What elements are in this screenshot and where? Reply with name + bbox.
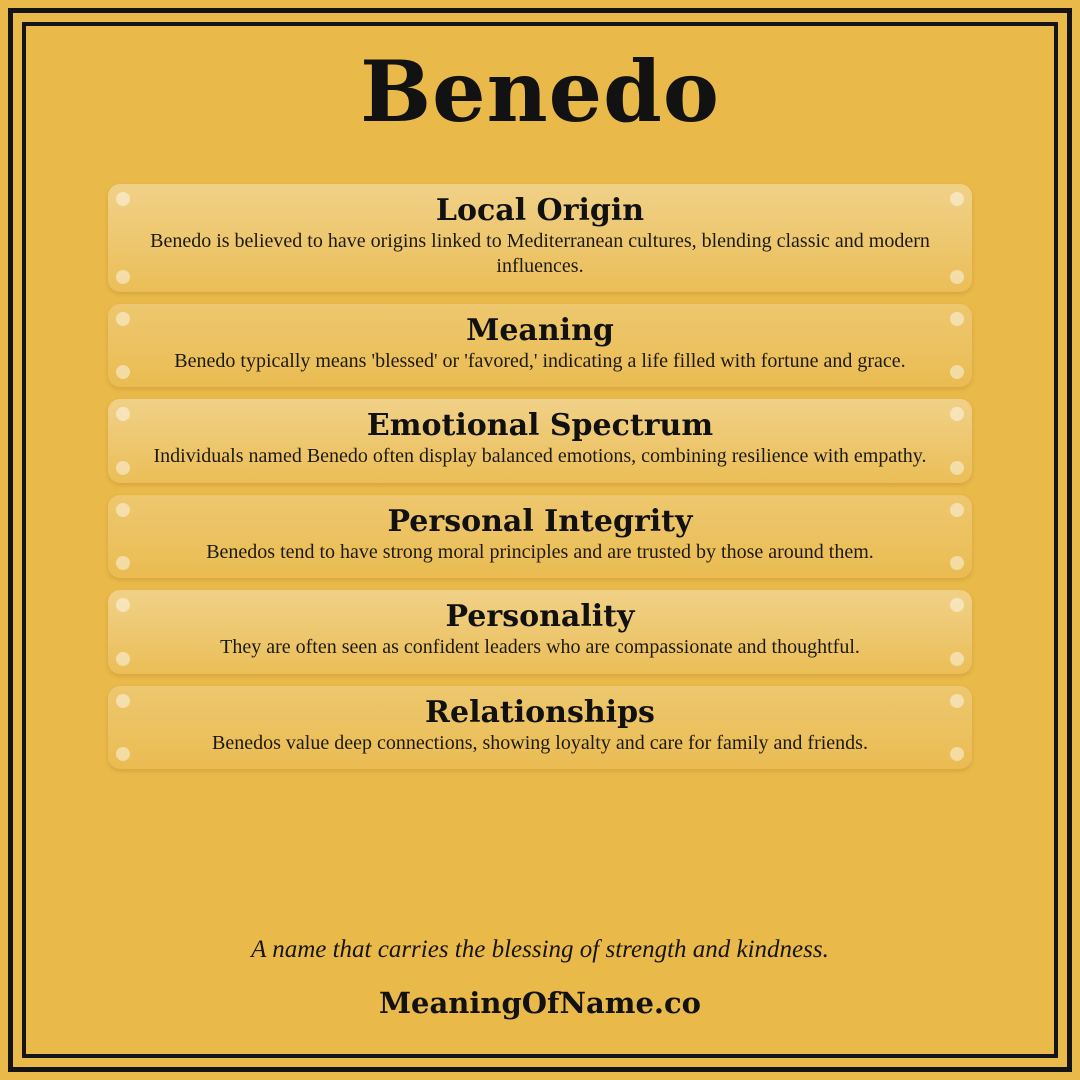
section-card [108,399,972,482]
brand-name: MeaningOfName.co [378,986,702,1020]
section-title: Local Origin [435,193,645,229]
section-text: Benedo typically means 'blessed' or 'favored,' indicating a life filled with fortune and grace. [174,349,906,372]
section-title: Relationships [425,694,655,730]
section-text: Benedos tend to have strong moral principles and are trusted by those around them. [206,540,874,563]
corner-dot-icon [116,747,130,761]
section-text: Individuals named Benedo often display balanced emotions, combining resilience with empathy. [153,445,927,468]
poster-footer [34,936,1046,1046]
corner-dot-icon [950,556,964,570]
corner-dot-icon [116,503,130,517]
corner-dot-icon [116,192,130,206]
corner-dot-icon [950,503,964,517]
corner-dot-icon [950,365,964,379]
corner-dot-icon [116,270,130,284]
corner-dot-icon [950,652,964,666]
section-card [108,590,972,673]
section-card [108,304,972,387]
corner-dot-icon [116,365,130,379]
corner-dot-icon [116,407,130,421]
section-title: Personal Integrity [387,503,693,539]
corner-dot-icon [950,694,964,708]
section-title: Meaning [466,312,614,348]
corner-dot-icon [950,747,964,761]
corner-dot-icon [950,192,964,206]
section-card [108,184,972,292]
page-title: Benedo [360,42,720,141]
section-text: They are often seen as confident leaders who are compassionate and thoughtful. [220,636,860,659]
corner-dot-icon [950,598,964,612]
section-title: Emotional Spectrum [366,408,714,444]
section-text: Benedos value deep connections, showing loyalty and care for family and friends. [212,731,868,754]
corner-dot-icon [116,652,130,666]
corner-dot-icon [950,312,964,326]
poster-content [34,34,1046,1046]
corner-dot-icon [116,461,130,475]
corner-dot-icon [116,556,130,570]
corner-dot-icon [950,407,964,421]
corner-dot-icon [116,694,130,708]
corner-dot-icon [116,312,130,326]
corner-dot-icon [950,270,964,284]
tagline: A name that carries the blessing of strength and kindness. [251,936,829,963]
section-text: Benedo is believed to have origins linked to Mediterranean cultures, blending classic and modern influences. [150,230,930,277]
corner-dot-icon [116,598,130,612]
section-card-list [34,184,1046,769]
section-card [108,686,972,769]
corner-dot-icon [950,461,964,475]
section-card [108,495,972,578]
section-title: Personality [445,599,635,635]
